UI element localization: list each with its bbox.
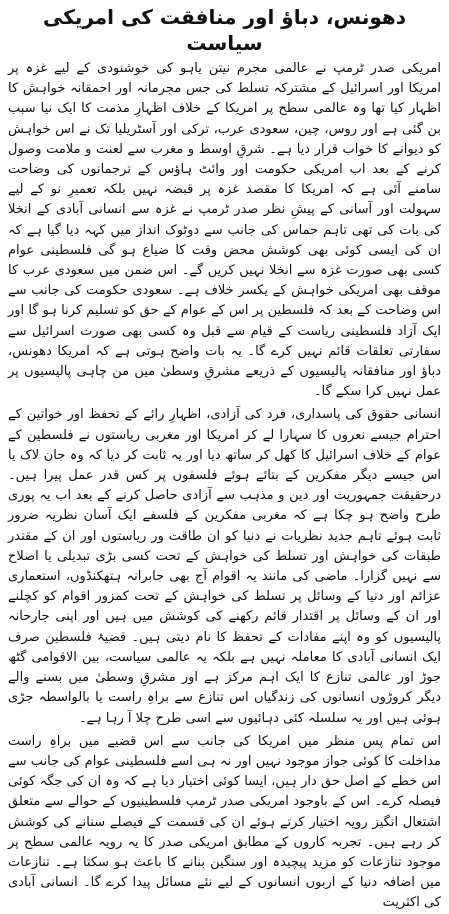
paragraph-3: اس تمام پس منظر میں امریکا کی جانب سے اس قضیے میں براہِ راست مداخلت کا کوئی جواز موجود نہیں اور نہ ہی اسے فلسطینی عوام کی جانب سے اس خطے کے اصل حق دار ہیں، ایسا کوئی اختیار دیا ہے کہ وہ ان کی جگہ کوئی فیصلہ کرے۔ اس کے باوجود امریکی صدر ٹرمپ فلسطینیوں کے حوالے سے متعلق اشتعال انگیز رویہ اختیار کرتے ہوئے ان کی قسمت کے فیصلے سنانے کی کوشش کر رہے ہیں۔ تجربہ کاروں کے مطابق امریکی صدر کا یہ رویہ عالمی سطح پر موجود تنازعات کو مزید پیچیدہ اور سنگین بنانے کا باعث ہو سکتا ہے۔ تنازعات میں اضافہ دنیا کے اربوں انسانوں کے لیے نئے مسائل پیدا کرے گا۔ انسانی آبادی کی اکثریت [8,733,441,911]
article-body [8,59,441,914]
paragraph-2: انسانی حقوق کی پاسداری، فرد کی آزادی، اظہارِ رائے کے تحفظ اور خواتین کے احترام جیسے نعروں کا سہارا لے کر امریکا اور مغربی ریاستوں نے فلسطین کے عوام کے خلاف اسرائیل کا کھل کر ساتھ دیا اور یہ ثابت کر دیا کہ وہ جان لاک یا اس جیسے دیگر مفکرین کے بتائے ہوئے فلسفوں پر کس قدر عمل پیرا ہیں۔ درحقیقت جمہوریت اور دین و مذہب سے آزادی حاصل کرنے کے بعد اب یہ پوری طرح واضح ہو چکا ہے کہ مغربی مفکرین کے فلسفے ایک آسان نظریہ ضرور ثابت ہوئے تاہم جدید نظریات نے دنیا کو ان طاقت ور ریاستوں اور ان کے مقتدر طبقات کی خواہش اور تسلط کی خواہش کے تحت کسی بڑی تبدیلی یا اصلاح سے نہیں گزارا۔ ماضی کی مانند یہ اقوام آج بھی جابرانہ ہتھکنڈوں، استعماری عزائم اور دنیا کے وسائل پر تسلط کی خواہش کے تحت کمزور اقوام کو کچلنے اور ان کے وسائل پر اقتدار قائم رکھنے کی کوشش میں ہیں اور اپنی جارحانہ پالیسیوں کو وہ اپنے مفادات کے تحفظ کا نام دیتی ہیں۔ قضیۂ فلسطین صرف ایک انسانی آبادی کا معاملہ نہیں ہے بلکہ یہ عالمی سیاست، بین الاقوامی گٹھ جوڑ اور عالمی تنازع کا ایک اہم مرکز ہے اور مشرقِ وسطیٰ میں بسنے والے دیگر کروڑوں انسانوں کی زندگیاں اس تنازع سے براہِ راست یا بالواسطہ جڑی ہوئی ہیں اور یہ سلسلہ کئی دہائیوں سے اسی طرح چلا آ رہا ہے۔ [8,407,441,726]
article-title: دھونس، دباؤ اور منافقت کی امریکی سیاست [42,5,407,55]
paragraph-1: امریکی صدر ٹرمپ نے عالمی مجرم نیتن یاہو کی خوشنودی کے لیے غزہ پر امریکا اور اسرائیل کے مشترکہ تسلط کی جس مجرمانہ اور احمقانہ خواہش کا اظہار کیا تھا وہ عالمی سطح پر امریکا کے خلاف اظہارِ مذمت کا ایک نیا سبب بن گئی ہے اور روس، چین، سعودی عرب، ترکی اور آسٹریلیا تک نے اس خواہش کو دیوانے کا خواب قرار دیا ہے۔ شرقِ اوسط و مغرب سے لعنت و ملامت وصول کرنے کے بعد اب امریکی حکومت اور وائٹ ہاؤس کے ترجمانوں کی وضاحت سامنے آئی ہے کہ امریکا کا مقصد غزہ پر قبضہ نہیں بلکہ تعمیرِ نو کے لیے سہولت اور آسانی کے پیشِ نظر صدر ٹرمپ نے غزہ سے انسانی آبادی کے انخلا کی بات کی تھی تاہم حماس کی جانب سے دوٹوک انداز میں کہہ دیا گیا ہے کہ ان کی ایسی کوئی بھی کوشش محض وقت کا ضیاع ہو گی فلسطینی عوام کسی بھی صورت غزہ سے انخلا نہیں کریں گے۔ اس ضمن میں سعودی عرب کا موقف بھی امریکی خواہش کے یکسر خلاف ہے۔ سعودی حکومت کی جانب سے اس وضاحت کے بعد کہ فلسطین پر اس کے عوام کے حق کو تسلیم کرنا ہو گا اور ایک آزاد فلسطینی ریاست کے قیام سے قبل وہ کسی بھی صورت اسرائیل سے سفارتی تعلقات قائم نہیں کرے گا۔ یہ بات واضح ہوتی ہے کہ امریکا دھونس، دباؤ اور منافقانہ پالیسیوں کے ذریعے مشرقِ وسطیٰ میں من چاہی پالیسیوں پر عمل نہیں کرا سکے گا۔ [8,61,441,400]
